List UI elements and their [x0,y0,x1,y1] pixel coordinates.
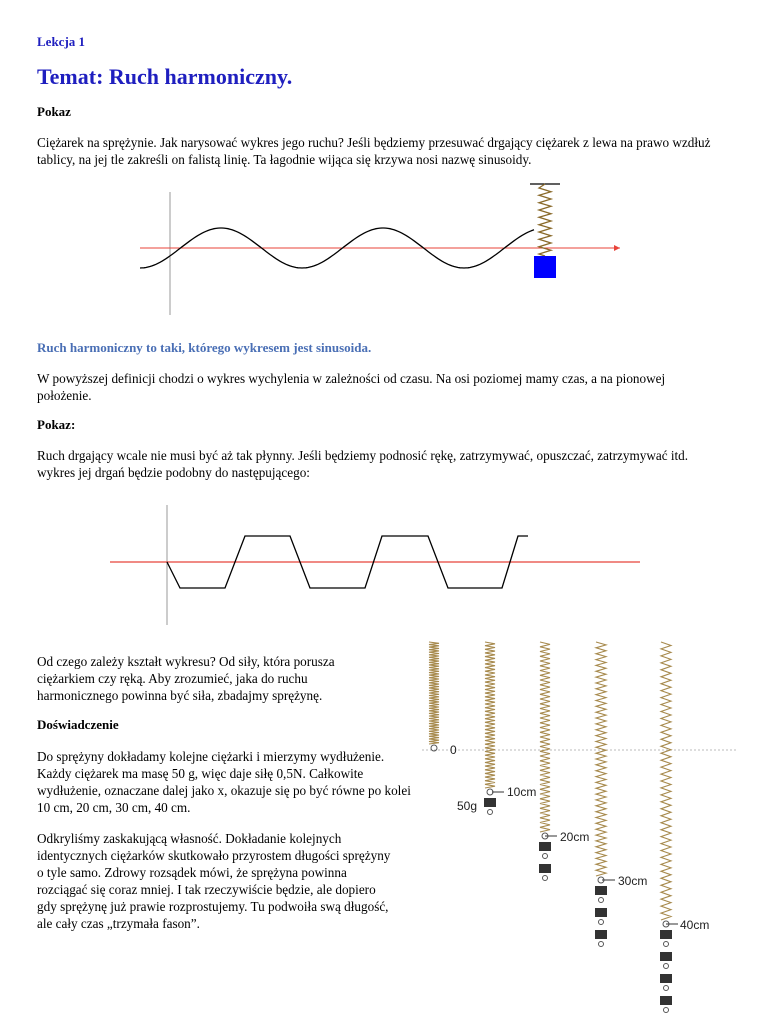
mass-label: 50g [457,799,478,813]
definition-callout: Ruch harmoniczny to taki, którego wykresem jest sinusoida. [37,340,372,355]
weight-block [660,930,672,939]
mass-block [534,256,556,278]
spring-coil [429,642,439,744]
intro-paragraph: Ciężarek na sprężynie. Jak narysować wykres jego ruchu? Jeśli będziemy przesuwać drgający ciężarek z lewa na prawo wzdłuż tablicy, na jej tle zakreśli on falistą linię. Ta łagodnie wijąca się krzywa nosi nazwę sinusoidy. [37,135,711,167]
weight-block [484,798,496,807]
weight-hook [488,810,493,815]
weight-hook [543,854,548,859]
weight-hook [543,876,548,881]
lesson-number: Lekcja 1 [37,34,86,49]
definition-explanation: W powyższej definicji chodzi o wykres wychylenia w zależności od czasu. Na osi poziomej mamy czas, a na pionowej położenie. [37,371,666,403]
arrow-icon [614,245,620,251]
label-20cm: 20cm [560,830,590,844]
spring-coil [540,642,550,832]
label-40cm: 40cm [680,918,710,932]
spring-coil [661,642,671,920]
label-0: 0 [450,743,457,757]
weight-block [660,974,672,983]
weight-block [595,886,607,895]
weight-block [595,908,607,917]
weight-hook [599,920,604,925]
weight-block [539,842,551,851]
weight-hook [599,942,604,947]
weight-block [539,864,551,873]
weight-block [595,930,607,939]
conclusion-paragraph: Odkryliśmy zaskakującą własność. Dokładanie kolejnych identycznych ciężarków skutkowało przyrostem długości sprężyny o tyle samo. Zdrowy rozsądek mówi, że sprężyna powinna rozciągać się coraz mniej. I tak rzeczywiście będzie, ale dopiero gdy sprężynę już prawie rozprostujemy. Tu podwoiła swą długość, ale cały czas „trzymała fason”. [37,831,391,931]
spring-coil [596,642,606,876]
experiment-paragraph: Do sprężyny dokładamy kolejne ciężarki i mierzymy wydłużenie. Każdy ciężarek ma masę 50 g, więc daje siłę 0,5N. Całkowite wydłużenie, oznaczane dalej jako x, okazuje się po być równe po kolei 10 cm, 20 cm, 30 cm, 40 cm. [37,749,411,815]
jerky-motion-paragraph: Ruch drgający wcale nie musi być aż tak płynny. Jeśli będziemy podnosić rękę, zatrzymywać, opuszczać, zatrzymywać itd. wykres jej drgań będzie podobny do następującego: [37,448,689,480]
weight-block [660,952,672,961]
weight-hook [599,898,604,903]
label-30cm: 30cm [618,874,648,888]
weight-block [660,996,672,1005]
section-heading-demo-2: Pokaz: [37,417,76,432]
spring-coil [485,642,495,788]
page-title: Temat: Ruch harmoniczny. [37,64,293,89]
spring-extension-figure [412,636,742,1016]
trapezoid-figure [110,500,640,630]
section-heading-demo: Pokaz [37,104,71,119]
weight-hook [664,1008,669,1013]
weight-hook [664,964,669,969]
weight-hook [664,942,669,947]
weight-hook [664,986,669,991]
spring-coil [539,184,551,256]
sinusoid-figure [130,180,630,320]
section-heading-experiment: Doświadczenie [37,717,119,732]
force-question-paragraph: Od czego zależy kształt wykresu? Od siły, która porusza ciężarkiem czy ręką. Aby zrozumieć, jaka do ruchu harmonicznego powinna być siła, zbadajmy sprężynę. [37,654,335,703]
label-10cm: 10cm [507,785,537,799]
